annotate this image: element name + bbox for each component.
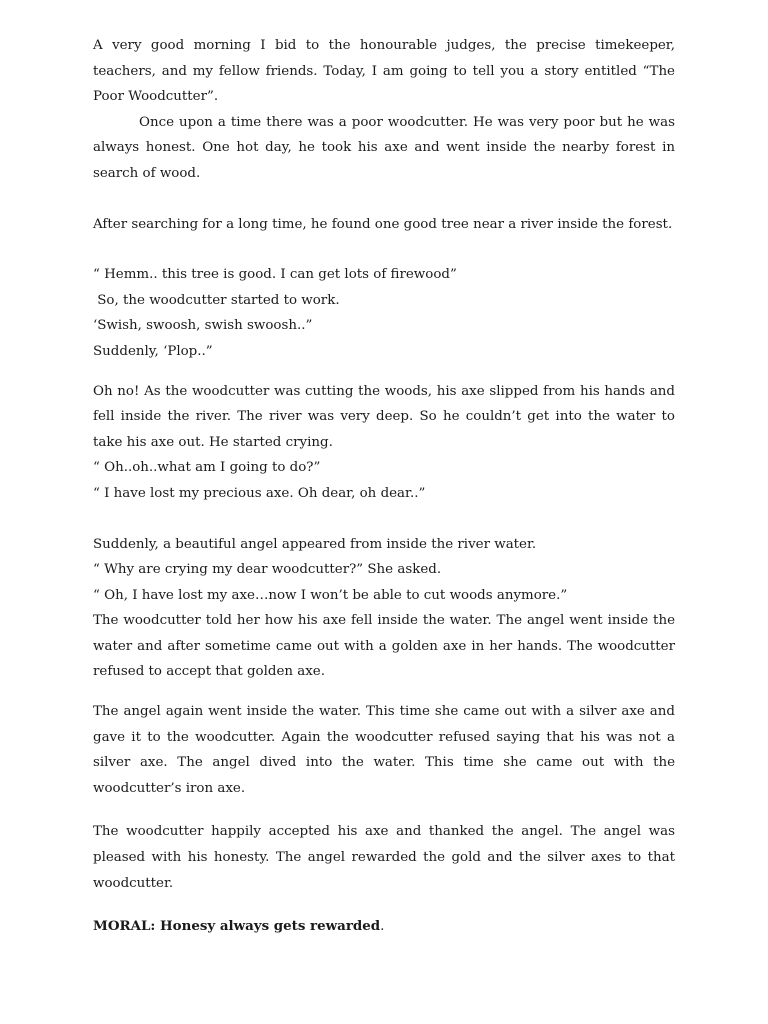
spacer <box>93 187 675 212</box>
story-paragraph-5: The angel again went inside the water. This time she came out with a silver axe and gave it to the woodcutter. Again the woodcutter refused saying that his was not a silver axe. The angel dived into the water. This time she came out with the woodcutter’s iron axe. <box>93 704 675 796</box>
dialogue-line: “ Oh, I have lost my axe…now I won’t be able to cut woods anymore.” <box>93 587 568 603</box>
dialogue-line: “ Why are crying my dear woodcutter?” She asked. <box>93 562 442 578</box>
narration-line: Suddenly, a beautiful angel appeared from inside the river water. <box>93 536 537 552</box>
dialogue-line: “ I have lost my precious axe. Oh dear, oh dear..” <box>93 485 426 501</box>
spacer <box>93 801 675 819</box>
spacer <box>93 896 675 914</box>
moral-period: . <box>380 919 385 935</box>
dialogue-line: “ Oh..oh..what am I going to do?” <box>93 460 321 476</box>
moral-text: MORAL: Honesy always gets rewarded <box>93 918 381 935</box>
intro-paragraph: A very good morning I bid to the honourable judges, the precise timekeeper, teachers, and my fellow friends. Today, I am going to tell you a story entitled “The Poor Woodcutter”. <box>93 38 675 105</box>
spacer <box>93 365 675 379</box>
narration-line: So, the woodcutter started to work. <box>93 292 340 308</box>
dialogue-line: “ Hemm.. this tree is good. I can get lots of firewood” <box>93 267 457 283</box>
moral-line <box>93 914 675 940</box>
story-paragraph-3: Oh no! As the woodcutter was cutting the woods, his axe slipped from his hands and fell inside the river. The river was very deep. So he couldn’t get into the water to take his axe out. He started crying. <box>93 383 675 450</box>
sound-line: ‘Swish, swoosh, swish swoosh..” <box>93 318 313 334</box>
sound-line: Suddenly, ‘Plop..” <box>93 343 213 359</box>
story-paragraph-2: After searching for a long time, he found one good tree near a river inside the forest. <box>93 216 673 232</box>
document-page <box>93 33 675 940</box>
spacer <box>93 685 675 699</box>
spacer <box>93 237 675 262</box>
story-paragraph-1: Once upon a time there was a poor woodcutter. He was very poor but he was always honest. One hot day, he took his axe and went inside the nearby forest in search of wood. <box>93 114 675 181</box>
story-paragraph-4: The woodcutter told her how his axe fell inside the water. The angel went inside the water and after sometime came out with a golden axe in her hands. The woodcutter refused to accept that golden axe. <box>93 613 675 680</box>
spacer <box>93 507 675 532</box>
story-paragraph-6: The woodcutter happily accepted his axe and thanked the angel. The angel was pleased with his honesty. The angel rewarded the gold and the silver axes to that woodcutter. <box>93 824 675 891</box>
